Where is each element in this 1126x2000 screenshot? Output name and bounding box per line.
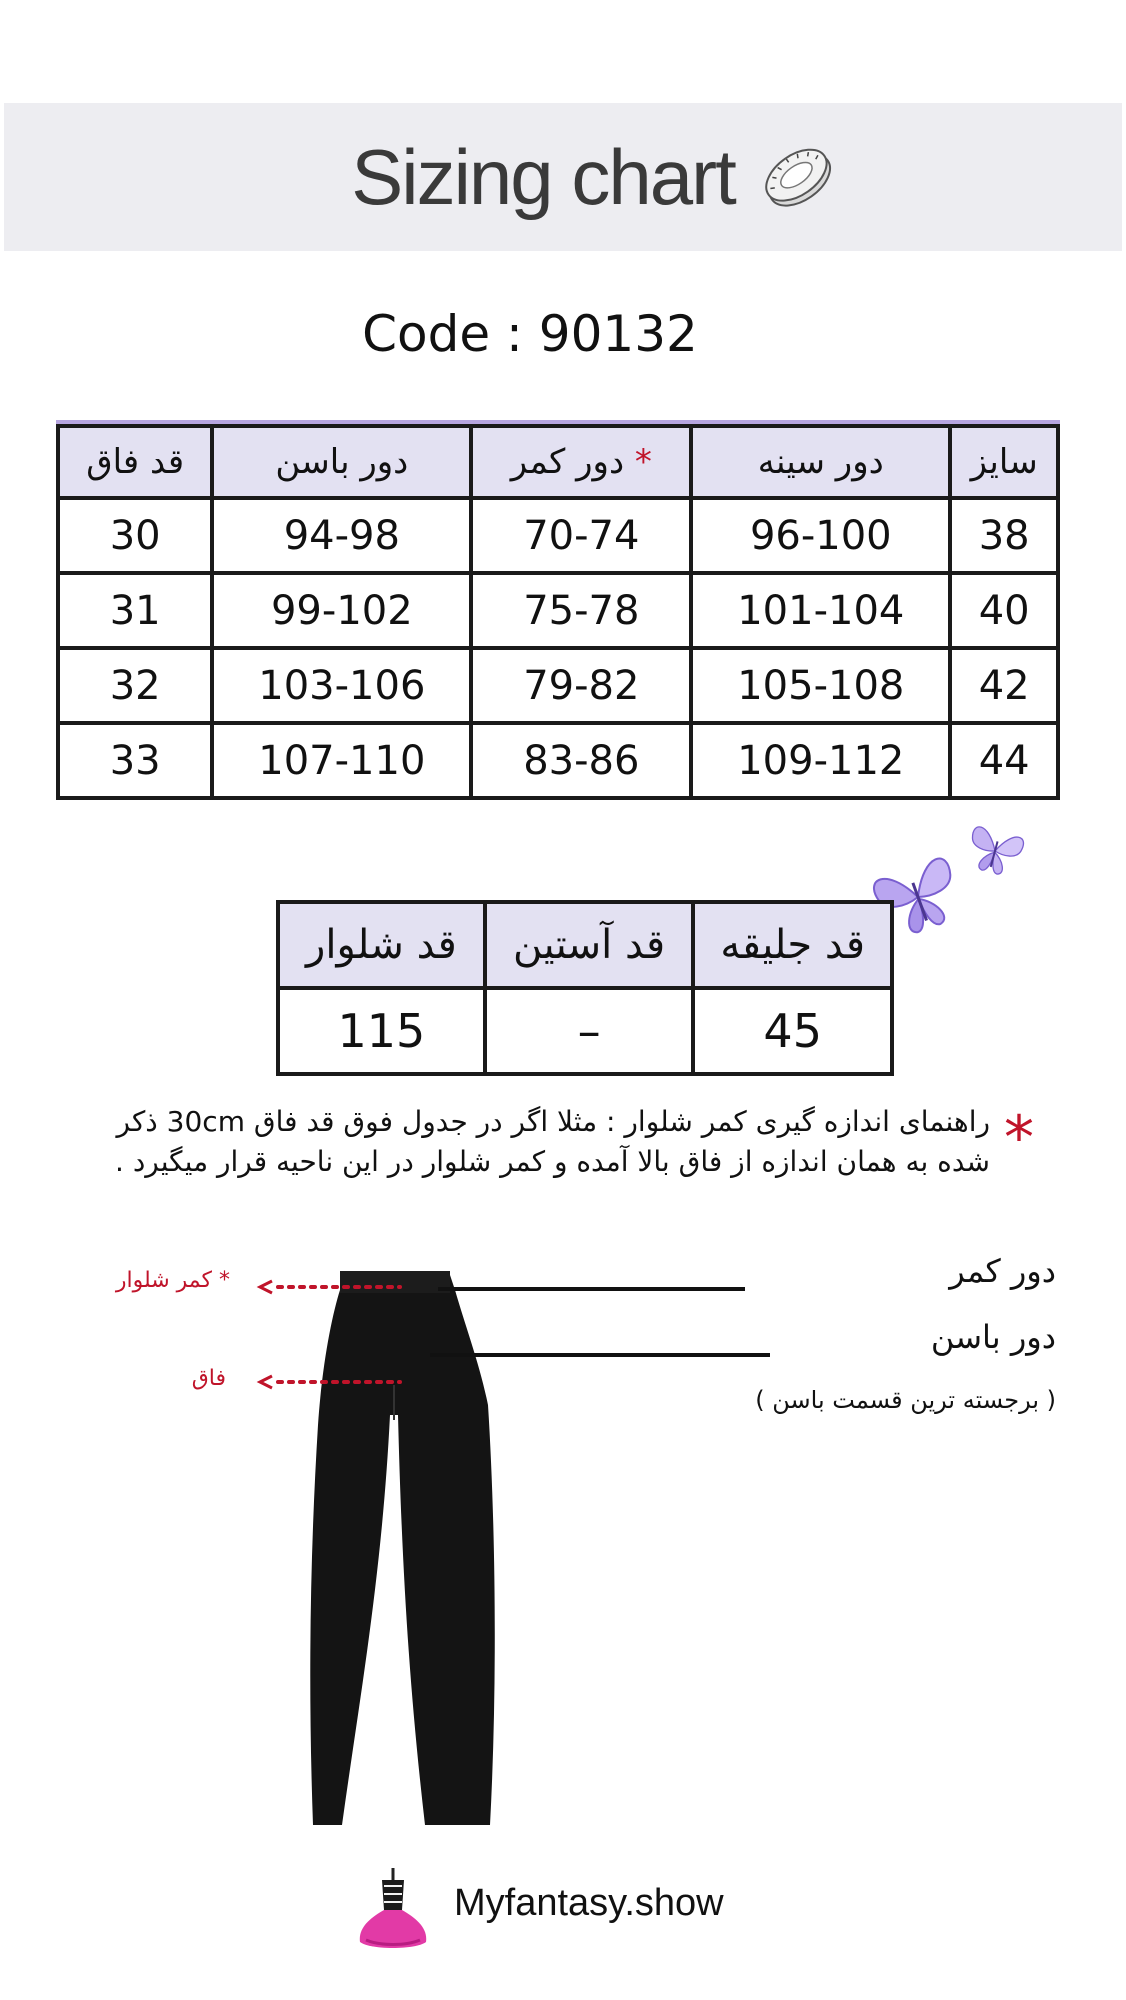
cell: 70-74: [471, 498, 691, 573]
cell: 107-110: [212, 723, 471, 798]
cell: 42: [950, 648, 1058, 723]
table-row: [278, 988, 892, 1074]
hip-note: ( برجسته ترین قسمت باسن ): [755, 1386, 1056, 1414]
cell: 101-104: [691, 573, 950, 648]
dress-logo-icon: [356, 1866, 430, 1956]
cell: 79-82: [471, 648, 691, 723]
brand-name: Myfantasy.show: [454, 1882, 724, 1924]
cell: 94-98: [212, 498, 471, 573]
header-sleeve-length: قد آستین: [485, 902, 694, 988]
cell: –: [485, 988, 694, 1074]
length-table-header: [278, 902, 892, 988]
cell: 44: [950, 723, 1058, 798]
cell: 75-78: [471, 573, 691, 648]
cell: 115: [278, 988, 485, 1074]
size-table: [56, 424, 1060, 800]
waist-label: دور کمر: [949, 1252, 1056, 1290]
cell: 83-86: [471, 723, 691, 798]
cell: 96-100: [691, 498, 950, 573]
cell: 103-106: [212, 648, 471, 723]
header-hip: دور باسن: [212, 426, 471, 498]
measurement-note: راهنمای اندازه گیری کمر شلوار : مثلا اگر در جدول فوق قد فاق 30cm ذکر شده به همان اندازه از فاق بالا آمده و کمر شلوار در این ناحیه قرار میگیرد .: [115, 1105, 990, 1178]
page-title: Sizing chart: [351, 132, 735, 221]
cell: 109-112: [691, 723, 950, 798]
title-banner: [4, 103, 1122, 251]
cell: 105-108: [691, 648, 950, 723]
pants-diagram: [250, 1255, 770, 1840]
cell: 99-102: [212, 573, 471, 648]
cell: 40: [950, 573, 1058, 648]
cell: 30: [58, 498, 212, 573]
note-asterisk: *: [1004, 1103, 1034, 1173]
cell: 33: [58, 723, 212, 798]
rise-label: فاق: [191, 1366, 226, 1391]
product-code: Code : 90132: [362, 305, 698, 363]
hip-label: دور باسن: [930, 1318, 1056, 1356]
cell: 45: [693, 988, 892, 1074]
waist-asterisk: *: [634, 442, 652, 482]
table-row: [58, 573, 1058, 648]
header-vest-length: قد جلیقه: [693, 902, 892, 988]
cell: 32: [58, 648, 212, 723]
size-table-header: [58, 426, 1058, 498]
measuring-tape-icon: [752, 131, 842, 221]
table-row: [58, 498, 1058, 573]
header-chest: دور سینه: [691, 426, 950, 498]
table-row: [58, 723, 1058, 798]
table-row: [58, 648, 1058, 723]
header-size: سایز: [950, 426, 1058, 498]
header-rise: قد فاق: [58, 426, 212, 498]
waist-text: دور کمر: [510, 442, 625, 482]
cell: 31: [58, 573, 212, 648]
header-pants-length: قد شلوار: [278, 902, 485, 988]
butterfly-icon: [962, 820, 1028, 882]
length-table: [276, 900, 894, 1076]
header-waist: [471, 426, 691, 498]
waistband-label: * کمر شلوار: [115, 1268, 230, 1293]
cell: 38: [950, 498, 1058, 573]
